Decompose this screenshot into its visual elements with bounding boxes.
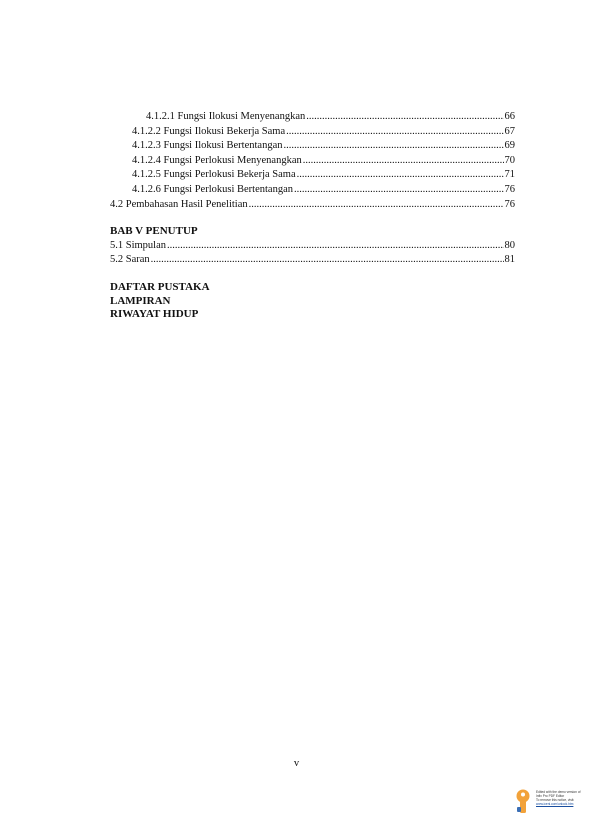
toc-entry-page: 81: [504, 254, 515, 266]
table-of-contents: [110, 110, 515, 322]
chapter-heading[interactable]: BAB V PENUTUP: [110, 225, 198, 238]
watermark-line: Edited with the demo version of: [536, 790, 581, 794]
toc-entry[interactable]: [110, 139, 515, 154]
riwayat-hidup-heading[interactable]: RIWAYAT HIDUP: [110, 308, 199, 321]
watermark-text: [536, 790, 590, 806]
toc-entry-title: 5.1 Simpulan: [110, 239, 167, 251]
toc-entry-page: 69: [504, 140, 515, 152]
toc-leader-dots: [249, 198, 504, 213]
toc-entry[interactable]: [110, 239, 515, 254]
section-gap: [110, 212, 515, 225]
toc-leader-dots: [167, 239, 503, 254]
toc-entry[interactable]: [110, 168, 515, 183]
toc-entry-title: 4.1.2.2 Fungsi Ilokusi Bekerja Sama: [132, 125, 286, 137]
toc-entry-page: 71: [504, 169, 515, 181]
toc-leader-dots: [284, 139, 504, 154]
toc-entry[interactable]: [110, 154, 515, 169]
toc-entry-title: 4.1.2.3 Fungsi Ilokusi Bertentangan: [132, 140, 283, 152]
toc-leader-dots: [297, 168, 504, 183]
toc-leader-dots: [294, 183, 504, 198]
editor-watermark[interactable]: [514, 789, 590, 816]
toc-entry-page: 67: [504, 125, 515, 137]
toc-entry-page: 76: [504, 183, 515, 195]
toc-entry[interactable]: [110, 125, 515, 140]
lampiran-heading[interactable]: LAMPIRAN: [110, 294, 171, 307]
toc-entry-title: 4.1.2.6 Fungsi Perlokusi Bertentangan: [132, 183, 293, 195]
toc-leader-dots: [303, 154, 504, 169]
toc-entry[interactable]: [110, 253, 515, 268]
toc-leader-dots: [286, 125, 503, 140]
toc-leader-dots: [151, 253, 504, 268]
toc-entry[interactable]: [110, 183, 515, 198]
daftar-pustaka-heading[interactable]: DAFTAR PUSTAKA: [110, 280, 210, 293]
toc-entry-page: 76: [504, 198, 515, 210]
toc-entry-title: 4.1.2.5 Fungsi Perlokusi Bekerja Sama: [132, 169, 296, 181]
toc-entry-page: 70: [504, 154, 515, 166]
toc-entry-page: 80: [504, 239, 515, 251]
page-number: v: [293, 758, 300, 769]
toc-entry-title: 4.1.2.4 Fungsi Perlokusi Menyenangkan: [132, 154, 302, 166]
toc-entry[interactable]: [110, 110, 515, 125]
toc-entry-page: 66: [504, 111, 515, 122]
watermark-line: Infix Pro PDF Editor: [536, 794, 565, 798]
toc-entry[interactable]: [110, 198, 515, 213]
toc-leader-dots: [306, 110, 503, 125]
section-gap: [110, 268, 515, 281]
toc-entry-title: 4.1.2.1 Fungsi Ilokusi Menyenangkan: [146, 111, 306, 122]
watermark-link[interactable]: www.iceni.com/unlock.htm: [536, 802, 574, 806]
infix-logo-icon: [514, 789, 532, 815]
toc-entry-title: 5.2 Saran: [110, 254, 150, 266]
toc-entry-title: 4.2 Pembahasan Hasil Penelitian: [110, 198, 248, 210]
watermark-line: To remove this notice, visit:: [536, 798, 575, 802]
